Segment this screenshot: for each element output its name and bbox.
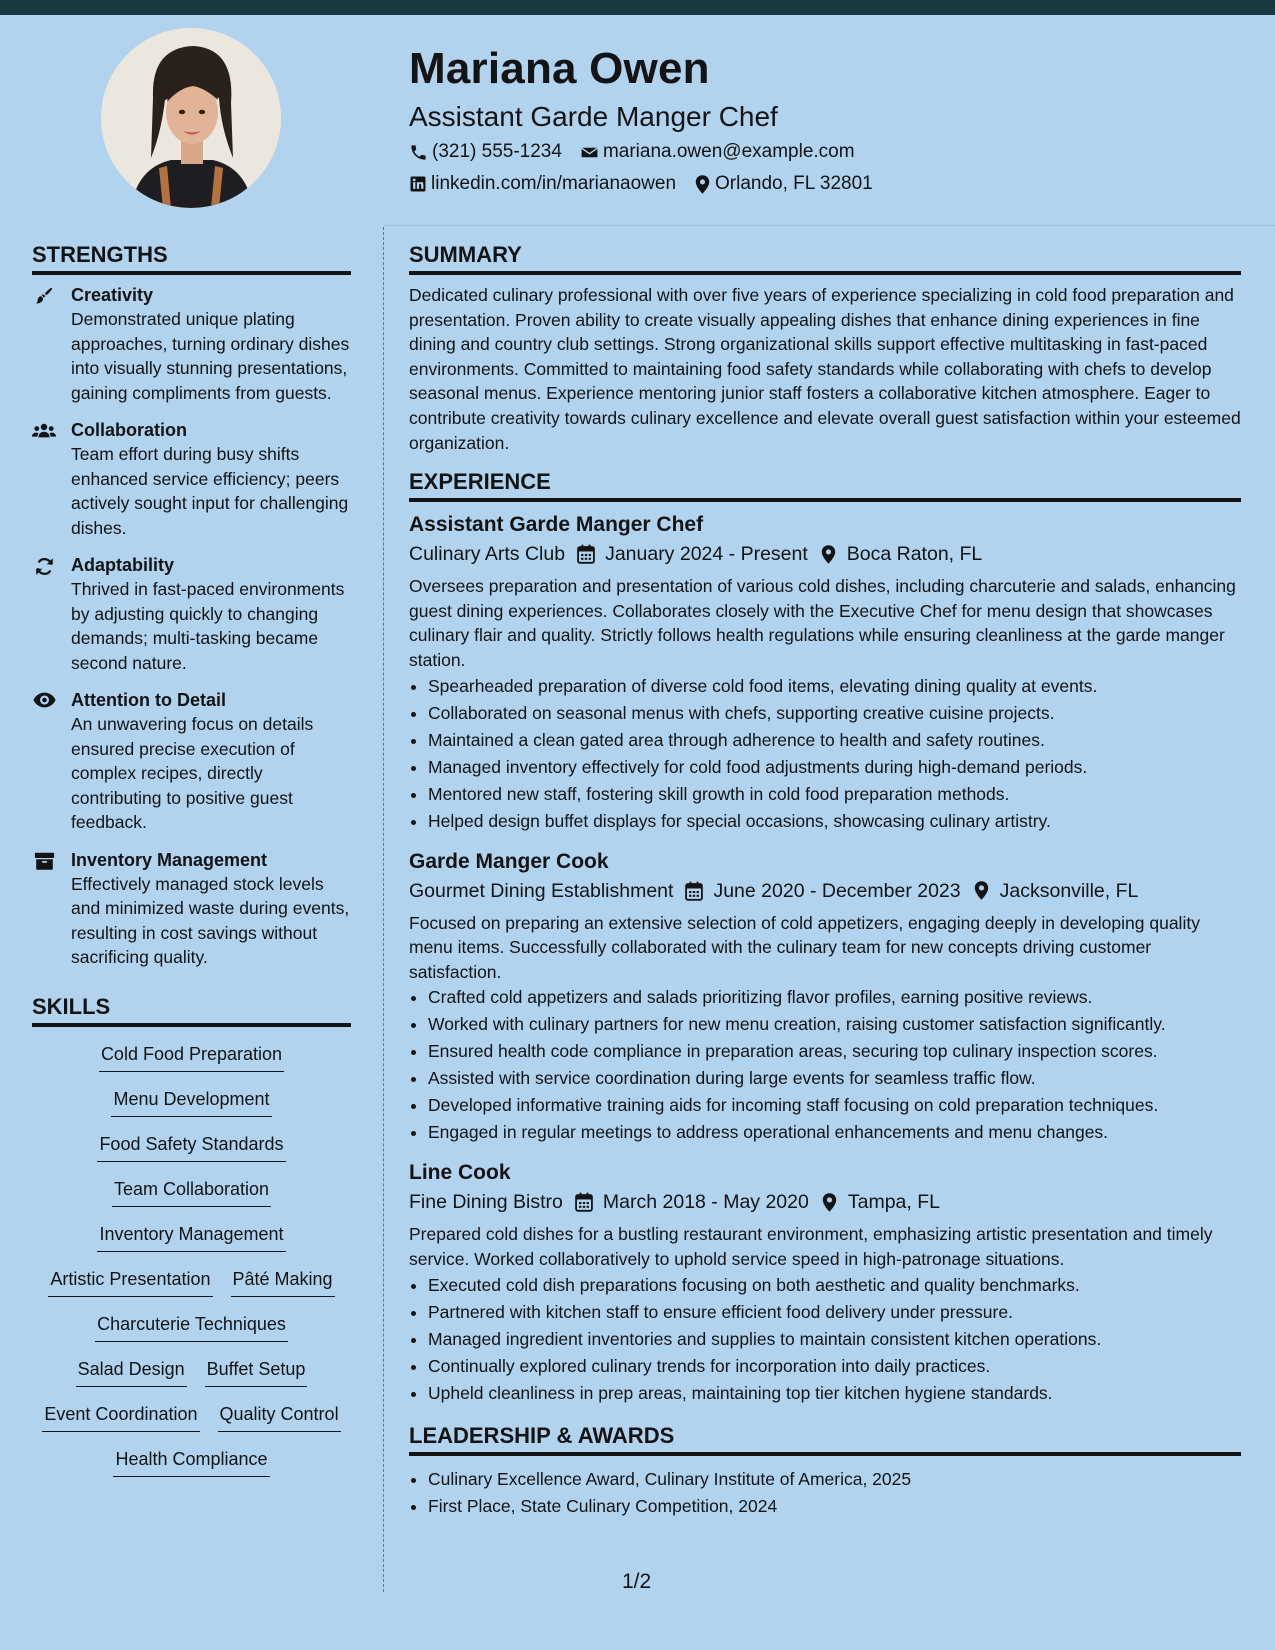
job-bullet: • Partnered with kitchen staff to ensure efficient food delivery under pressure. bbox=[428, 1299, 1241, 1326]
map-pin-icon bbox=[973, 880, 990, 901]
left-column bbox=[32, 240, 351, 1477]
profile-photo bbox=[101, 28, 281, 208]
job-description: Focused on preparing an extensive selection of cold appetizers, engaging deeply in developing quality menu items. Successfully collaborated with the culinary team for new concepts driving customer satisfaction. bbox=[409, 912, 1200, 982]
job-company: Culinary Arts Club bbox=[409, 543, 566, 566]
job-entry bbox=[409, 1158, 1241, 1406]
skill-row bbox=[32, 1176, 351, 1207]
job-bullets bbox=[409, 1272, 1241, 1407]
skill-row bbox=[32, 1131, 351, 1162]
skill-tag: Buffet Setup bbox=[205, 1356, 308, 1387]
summary-heading: SUMMARY bbox=[409, 240, 1241, 275]
skill-row bbox=[32, 1221, 351, 1252]
calendar-icon bbox=[685, 881, 703, 901]
top-bar bbox=[0, 0, 1275, 15]
job-title: Line Cook bbox=[409, 1161, 511, 1185]
envelope-icon bbox=[580, 143, 599, 162]
strength-item bbox=[32, 848, 351, 970]
strength-item bbox=[32, 553, 351, 675]
phone-contact[interactable] bbox=[409, 138, 562, 166]
location-contact bbox=[694, 170, 873, 198]
job-bullet: • Ensured health code compliance in preparation areas, securing top culinary inspection scores. bbox=[428, 1038, 1241, 1065]
job-bullet: • Spearheaded preparation of diverse cold food items, elevating dining quality at events. bbox=[428, 673, 1241, 700]
job-dates: March 2018 - May 2020 bbox=[602, 1191, 809, 1214]
strength-title: Collaboration bbox=[71, 420, 187, 440]
strengths-heading: STRENGTHS bbox=[32, 240, 351, 275]
job-bullets bbox=[409, 673, 1241, 835]
job-description: Oversees preparation and presentation of various cold dishes, including charcuterie and salads, enhancing guest dining experiences. Collaborates closely with the Executive Chef for menu design that showcases culinary flair and quality. Strictly follows health regulations while ensuring cleanliness at the garde manger station. bbox=[409, 576, 1236, 670]
skill-row bbox=[32, 1401, 351, 1432]
skill-row bbox=[32, 1041, 351, 1072]
strength-item bbox=[32, 688, 351, 835]
job-bullet: • Upheld cleanliness in prep areas, maintaining top tier kitchen hygiene standards. bbox=[428, 1380, 1241, 1407]
skill-row bbox=[32, 1356, 351, 1387]
skill-tag: Food Safety Standards bbox=[97, 1131, 285, 1162]
skill-tag: Event Coordination bbox=[42, 1401, 199, 1432]
strengths-list bbox=[32, 283, 351, 970]
strength-description: Team effort during busy shifts enhanced service efficiency; peers actively sought input for challenging dishes. bbox=[71, 444, 349, 538]
calendar-icon bbox=[575, 1192, 593, 1212]
strength-description: Thrived in fast-paced environments by adjusting quickly to changing demands; multi-tasking became second nature. bbox=[71, 579, 345, 673]
email-contact[interactable] bbox=[580, 138, 855, 166]
strength-description: Effectively managed stock levels and minimized waste during events, resulting in cost savings without sacrificing quality. bbox=[71, 873, 350, 967]
phone-icon bbox=[409, 143, 428, 162]
contact-row-1 bbox=[409, 138, 1239, 166]
resume-header bbox=[409, 40, 1239, 198]
strength-item bbox=[32, 418, 351, 540]
strength-item bbox=[32, 283, 351, 405]
experience-list bbox=[409, 510, 1241, 1406]
job-entry bbox=[409, 847, 1241, 1147]
job-title: Assistant Garde Manger Chef bbox=[409, 513, 704, 537]
map-pin-icon bbox=[821, 1192, 838, 1213]
job-description: Prepared cold dishes for a bustling restaurant environment, emphasizing artistic presentation and timely service. Worked collaboratively to uphold service speed in high-patronage situations. bbox=[409, 1224, 1213, 1269]
location-text: Orlando, FL 32801 bbox=[715, 173, 873, 194]
paintbrush-icon bbox=[32, 286, 56, 306]
job-bullet: • Collaborated on seasonal menus with chefs, supporting creative cuisine projects. bbox=[428, 700, 1241, 727]
skill-tag: Quality Control bbox=[218, 1401, 341, 1432]
candidate-role: Assistant Garde Manger Chef bbox=[409, 101, 778, 132]
job-dates: June 2020 - December 2023 bbox=[713, 879, 961, 902]
experience-heading: EXPERIENCE bbox=[409, 467, 1241, 502]
map-pin-icon bbox=[694, 174, 711, 195]
right-column bbox=[409, 240, 1241, 1520]
strength-title: Attention to Detail bbox=[71, 690, 226, 710]
candidate-name: Mariana Owen bbox=[409, 44, 710, 93]
job-bullet: • Managed inventory effectively for cold food adjustments during high-demand periods. bbox=[428, 754, 1241, 781]
skill-tag: Inventory Management bbox=[97, 1221, 285, 1252]
email-text: mariana.owen@example.com bbox=[602, 141, 855, 162]
strength-description: Demonstrated unique plating approaches, turning ordinary dishes into visually stunning presentations, gaining compliments from guests. bbox=[71, 309, 350, 403]
job-dates: January 2024 - Present bbox=[605, 543, 808, 566]
skill-tag: Cold Food Preparation bbox=[99, 1041, 284, 1072]
strength-description: An unwavering focus on details ensured precise execution of complex recipes, directly contributing to positive guest feedback. bbox=[71, 714, 314, 832]
phone-text: (321) 555-1234 bbox=[432, 141, 562, 162]
job-bullets bbox=[409, 984, 1241, 1146]
calendar-icon bbox=[577, 544, 595, 564]
job-meta bbox=[409, 539, 1241, 569]
linkedin-contact[interactable] bbox=[409, 170, 676, 198]
skill-tag: Pâté Making bbox=[231, 1266, 335, 1297]
job-bullet: • Assisted with service coordination during large events for seamless traffic flow. bbox=[428, 1065, 1241, 1092]
awards-list bbox=[409, 1466, 1241, 1520]
job-location: Jacksonville, FL bbox=[999, 879, 1139, 902]
job-bullet: • Helped design buffet displays for special occasions, showcasing culinary artistry. bbox=[428, 808, 1241, 835]
skills-list bbox=[32, 1041, 351, 1477]
people-icon bbox=[32, 421, 56, 441]
eye-icon bbox=[32, 691, 56, 711]
job-bullet: • Managed ingredient inventories and supplies to maintain consistent kitchen operations. bbox=[428, 1326, 1241, 1353]
awards-heading: LEADERSHIP & AWARDS bbox=[409, 1421, 1241, 1456]
linkedin-text: linkedin.com/in/marianaowen bbox=[431, 173, 677, 194]
skill-tag: Charcuterie Techniques bbox=[95, 1311, 288, 1342]
header-divider bbox=[383, 225, 1275, 226]
skills-heading: SKILLS bbox=[32, 992, 351, 1027]
page-number: 1/2 bbox=[622, 1570, 652, 1593]
linkedin-icon bbox=[409, 175, 427, 193]
award-item: • Culinary Excellence Award, Culinary Institute of America, 2025 bbox=[428, 1466, 1241, 1493]
job-company: Gourmet Dining Establishment bbox=[409, 879, 674, 902]
summary-text: Dedicated culinary professional with over five years of experience specializing in cold food preparation and presentation. Proven ability to create visually appealing dishes that enhance dining experiences in fine dining and country club settings. Strong organizational skills support effective multitasking in fast-paced environments. Committed to maintaining food safety standards while collaborating with chefs to develop seasonal menus. Experience mentoring junior staff fosters a collaborative kitchen atmosphere. Eager to contribute creativity towards culinary excellence and elevate overall guest satisfaction within your esteemed organization. bbox=[409, 285, 1241, 453]
job-bullet: • Maintained a clean gated area through adherence to health and safety routines. bbox=[428, 727, 1241, 754]
job-location: Tampa, FL bbox=[847, 1191, 940, 1214]
job-bullet: • Executed cold dish preparations focusing on both aesthetic and quality benchmarks. bbox=[428, 1272, 1241, 1299]
skill-row bbox=[32, 1086, 351, 1117]
job-meta bbox=[409, 876, 1241, 906]
skill-tag: Team Collaboration bbox=[112, 1176, 271, 1207]
map-pin-icon bbox=[820, 544, 837, 565]
skill-tag: Salad Design bbox=[76, 1356, 187, 1387]
skill-row bbox=[32, 1446, 351, 1477]
job-company: Fine Dining Bistro bbox=[409, 1191, 563, 1214]
skill-tag: Health Compliance bbox=[113, 1446, 269, 1477]
refresh-icon bbox=[32, 556, 56, 576]
contact-row-2 bbox=[409, 170, 1239, 198]
job-bullet: • Mentored new staff, fostering skill growth in cold food preparation methods. bbox=[428, 781, 1241, 808]
award-item: • First Place, State Culinary Competition, 2024 bbox=[428, 1493, 1241, 1520]
box-icon bbox=[32, 851, 56, 871]
job-meta bbox=[409, 1187, 1241, 1217]
job-bullet: • Crafted cold appetizers and salads prioritizing flavor profiles, earning positive reviews. bbox=[428, 984, 1241, 1011]
strength-title: Creativity bbox=[71, 285, 154, 305]
job-bullet: • Worked with culinary partners for new menu creation, raising customer satisfaction significantly. bbox=[428, 1011, 1241, 1038]
skill-row bbox=[32, 1311, 351, 1342]
job-bullet: • Continually explored culinary trends for incorporation into daily practices. bbox=[428, 1353, 1241, 1380]
job-title: Garde Manger Cook bbox=[409, 849, 609, 873]
job-location: Boca Raton, FL bbox=[846, 543, 983, 566]
skill-tag: Artistic Presentation bbox=[48, 1266, 212, 1297]
job-entry bbox=[409, 510, 1241, 834]
job-bullet: • Developed informative training aids for incoming staff focusing on cold preparation techniques. bbox=[428, 1092, 1241, 1119]
strength-title: Adaptability bbox=[71, 555, 175, 575]
skill-row bbox=[32, 1266, 351, 1297]
strength-title: Inventory Management bbox=[71, 849, 268, 870]
job-bullet: • Engaged in regular meetings to address operational enhancements and menu changes. bbox=[428, 1119, 1241, 1146]
skill-tag: Menu Development bbox=[111, 1086, 271, 1117]
column-divider bbox=[383, 227, 384, 1592]
